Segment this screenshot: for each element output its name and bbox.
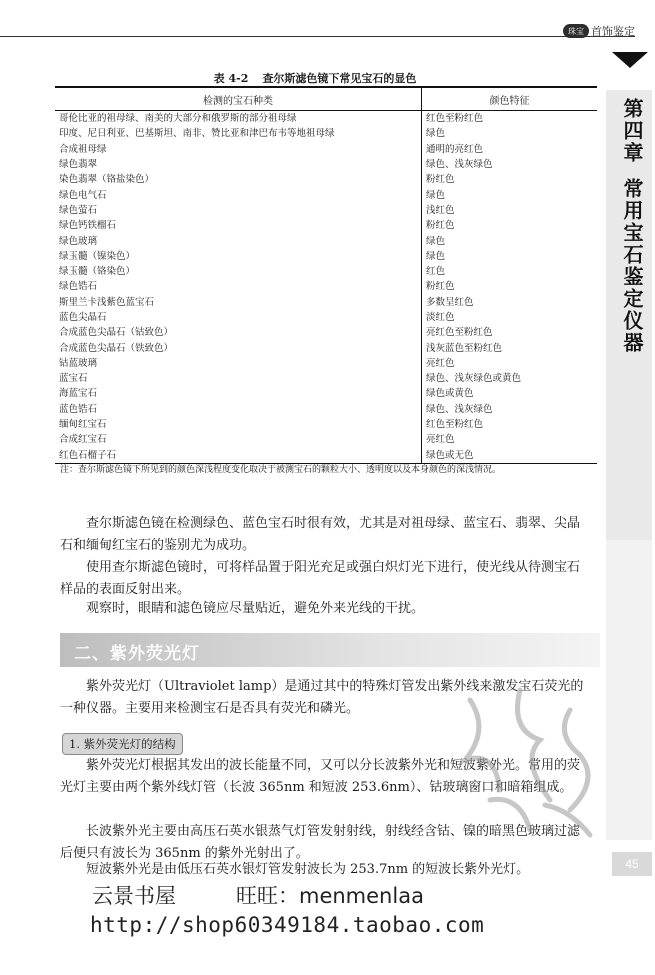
table-row bbox=[55, 448, 597, 464]
color-cell: 粉红色 bbox=[426, 220, 455, 232]
table-row bbox=[55, 264, 597, 279]
gem-cell: 绿色电气石 bbox=[55, 187, 422, 202]
shop-name: 云景书屋 bbox=[92, 884, 176, 908]
running-header bbox=[563, 23, 635, 39]
table-row bbox=[55, 325, 597, 340]
color-cell: 绿色 bbox=[426, 235, 446, 247]
shop-url[interactable]: http://shop60349184.taobao.com bbox=[90, 913, 485, 937]
chapter-side-text bbox=[618, 98, 647, 354]
color-cell: 粉红色 bbox=[426, 281, 455, 293]
table-row bbox=[55, 142, 597, 157]
chapter-title: 常用宝石鉴定仪器 bbox=[620, 178, 644, 354]
color-cell: 绿色或黄色 bbox=[426, 388, 474, 400]
gem-cell: 绿色翡翠 bbox=[55, 157, 422, 172]
color-cell: 粉红色 bbox=[426, 174, 455, 186]
page-number: 45 bbox=[612, 852, 652, 876]
gem-cell: 绿玉髓（铬染色） bbox=[55, 264, 422, 279]
table-title: 查尔斯滤色镜下常见宝石的显色 bbox=[262, 72, 417, 85]
gem-cell: 绿色钙铁榴石 bbox=[55, 218, 422, 233]
table-row bbox=[55, 187, 597, 202]
table-row bbox=[55, 340, 597, 355]
color-cell: 浅红色 bbox=[426, 204, 455, 216]
table-row bbox=[55, 386, 597, 401]
color-cell: 绿色、浅灰绿色 bbox=[426, 159, 493, 171]
gem-cell: 蓝色尖晶石 bbox=[55, 310, 422, 325]
color-cell: 绿色 bbox=[426, 128, 446, 140]
color-cell: 绿色或无色 bbox=[422, 448, 598, 464]
table-row bbox=[55, 157, 597, 172]
paragraph: 使用查尔斯滤色镜时，可将样品置于阳光充足或强白炽灯光下进行，使光线从待测宝石样品的表面反射出来。 bbox=[60, 560, 581, 597]
table-row bbox=[55, 172, 597, 187]
gem-cell: 染色翡翠（铬盐染色） bbox=[55, 172, 422, 187]
paragraph: 长波紫外光主要由高压石英水银蒸气灯管发射射线，射线经含钴、镍的暗黑色玻璃过滤后便只有波长为 365nm 的紫外光射出了。 bbox=[60, 824, 581, 861]
gem-cell: 绿色萤石 bbox=[55, 203, 422, 218]
gem-cell: 绿色锆石 bbox=[55, 279, 422, 294]
table-row bbox=[55, 402, 597, 417]
color-cell: 淡红色 bbox=[426, 312, 455, 323]
section-title: 二、紫外荧光灯 bbox=[74, 644, 200, 664]
section-heading-bar bbox=[60, 633, 600, 667]
series-logo-icon: 珠宝 bbox=[563, 24, 589, 38]
color-cell: 亮红色 bbox=[426, 434, 455, 446]
table-row bbox=[55, 203, 597, 218]
table-note: 注：查尔斯滤色镜下所见到的颜色深浅程度变化取决于被测宝石的颗粒大小、透明度以及本身颜色的深浅情况。 bbox=[60, 465, 502, 475]
gem-cell: 印度、尼日利亚、巴基斯坦、南非、赞比亚和津巴布韦等地祖母绿 bbox=[55, 126, 422, 141]
paragraph: 短波紫外光是由低压石英水银灯管发射波长为 253.7nm 的短波长紫外光灯。 bbox=[86, 862, 530, 877]
color-cell: 绿色 bbox=[426, 189, 446, 201]
column-header-gem: 检测的宝石种类 bbox=[55, 87, 422, 111]
gem-cell: 合成红宝石 bbox=[55, 432, 422, 447]
paragraph: 查尔斯滤色镜在检测绿色、蓝色宝石时很有效，尤其是对祖母绿、蓝宝石、翡翠、尖晶石和缅甸红宝石的鉴别尤为成功。 bbox=[60, 516, 581, 553]
gem-cell: 合成蓝色尖晶石（铁致色） bbox=[55, 340, 422, 355]
header-rule bbox=[0, 36, 635, 37]
table-row bbox=[55, 356, 597, 371]
paragraph: 观察时，眼睛和滤色镜应尽量贴近，避免外来光线的干扰。 bbox=[86, 601, 425, 616]
gem-cell: 斯里兰卡浅紫色蓝宝石 bbox=[55, 295, 422, 310]
shop-contact: 旺旺：menmenlaa bbox=[236, 884, 424, 908]
table-row bbox=[55, 126, 597, 141]
table-row bbox=[55, 310, 597, 325]
gem-cell: 哥伦比亚的祖母绿、南美的大部分和俄罗斯的部分祖母绿 bbox=[55, 111, 422, 127]
color-cell: 绿色、浅灰绿色 bbox=[426, 403, 493, 415]
side-band bbox=[606, 540, 652, 840]
table-row bbox=[55, 111, 597, 127]
table-number: 表 4-2 bbox=[213, 72, 249, 85]
gem-cell: 蓝宝石 bbox=[55, 371, 422, 386]
table-row bbox=[55, 295, 597, 310]
gem-cell: 钴蓝玻璃 bbox=[55, 356, 422, 371]
gem-cell: 合成祖母绿 bbox=[55, 142, 422, 157]
gem-cell: 合成蓝色尖晶石（钴致色） bbox=[55, 325, 422, 340]
running-header-title: 首饰鉴定 bbox=[591, 25, 635, 38]
chapter-marker-icon bbox=[612, 52, 648, 68]
chapter-number: 第四章 bbox=[620, 98, 644, 164]
table-row bbox=[55, 279, 597, 294]
promo-line bbox=[92, 880, 424, 910]
table-row bbox=[55, 249, 597, 264]
color-cell: 多数呈红色 bbox=[426, 296, 474, 308]
color-cell: 红色 bbox=[426, 266, 446, 278]
chapter-side-tab bbox=[606, 90, 652, 540]
gem-cell: 绿玉髓（镍染色） bbox=[55, 249, 422, 264]
color-cell: 红色至粉红色 bbox=[426, 419, 484, 431]
subsection-heading: 1. 紫外荧光灯的结构 bbox=[62, 733, 183, 755]
table-header-row bbox=[55, 87, 597, 111]
table-row bbox=[55, 371, 597, 386]
column-header-color: 颜色特征 bbox=[422, 87, 598, 111]
gem-cell: 红色石榴子石 bbox=[55, 448, 422, 464]
watermark-stamp-icon bbox=[450, 680, 610, 850]
gem-cell: 缅甸红宝石 bbox=[55, 417, 422, 432]
color-cell: 亮红色至粉红色 bbox=[426, 327, 493, 339]
color-cell: 亮红色 bbox=[426, 357, 455, 369]
color-cell: 通明的亮红色 bbox=[426, 143, 484, 155]
gem-cell: 绿色玻璃 bbox=[55, 233, 422, 248]
table-row bbox=[55, 432, 597, 447]
color-cell: 红色至粉红色 bbox=[426, 113, 484, 125]
gem-cell: 海蓝宝石 bbox=[55, 386, 422, 401]
color-cell: 浅灰蓝色至粉红色 bbox=[426, 342, 503, 354]
table-caption bbox=[60, 70, 570, 86]
gem-cell: 蓝色锆石 bbox=[55, 402, 422, 417]
table-row bbox=[55, 233, 597, 248]
color-cell: 绿色 bbox=[426, 250, 446, 262]
paragraph: 紫外荧光灯（Ultraviolet lamp）是通过其中的特殊灯管发出紫外线来激发宝石荧光的一种仪器。主要用来检测宝石是否具有荧光和磷光。 bbox=[60, 679, 584, 716]
table-row bbox=[55, 417, 597, 432]
paragraph: 紫外荧光灯根据其发出的波长能量不同，又可以分长波紫外光和短波紫外光。常用的荧光灯主要由两个紫外线灯管（长波 365nm 和短波 253.6nm）、钴玻璃窗口和暗箱组成。 bbox=[60, 758, 581, 795]
color-cell: 绿色、浅灰绿色或黄色 bbox=[426, 373, 522, 385]
table-row bbox=[55, 218, 597, 233]
gem-color-table bbox=[55, 86, 597, 464]
